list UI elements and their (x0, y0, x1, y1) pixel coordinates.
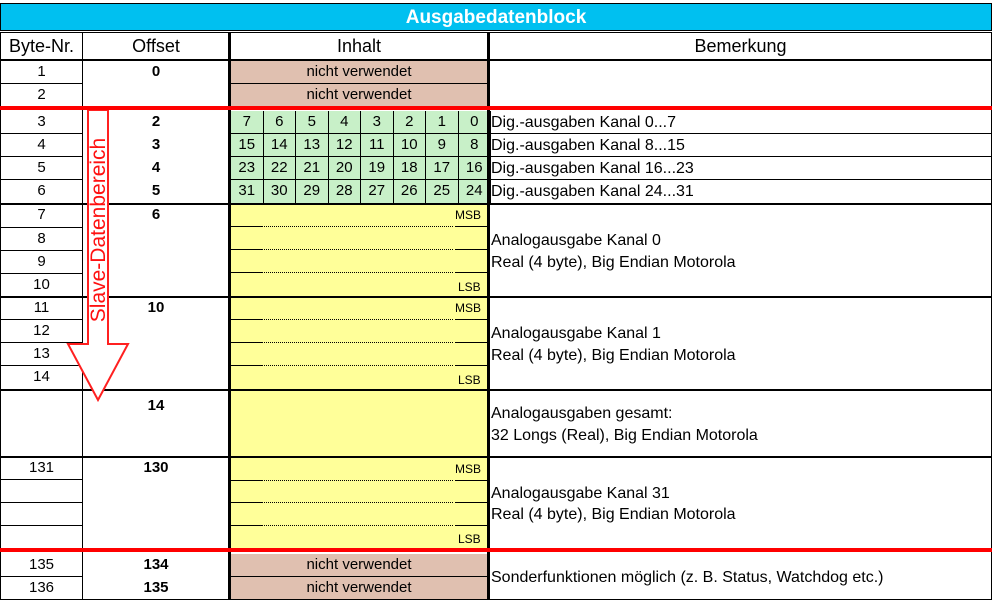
grid-line (231, 226, 261, 227)
offset-cell: 2 (151, 113, 161, 130)
remark-special-functions: Sonderfunktionen möglich (z. B. Status, Watchdog etc.) (491, 569, 884, 586)
bit-cell: 5 (296, 111, 329, 134)
dotted-line (261, 365, 453, 366)
bit-cell: 11 (361, 134, 394, 157)
grid-line (0, 502, 83, 503)
bit-cell: 7 (231, 111, 264, 134)
offset-cell: 14 (147, 397, 165, 414)
bit-cell: 20 (329, 157, 362, 180)
msb-label: MSB (455, 301, 482, 315)
grid-line (455, 226, 487, 227)
grid-line (455, 319, 487, 320)
remark-analog-1-format: Real (4 byte), Big Endian Motorola (491, 347, 736, 364)
grid-line (231, 272, 261, 273)
offset-cell: 134 (143, 556, 169, 573)
msb-label: MSB (455, 208, 482, 222)
byte-number-cell: 14 (33, 368, 50, 385)
separator-top (0, 106, 992, 110)
bit-cell: 13 (296, 134, 329, 157)
grid-line (231, 502, 261, 503)
offset-cell: 3 (151, 136, 161, 153)
bit-cell: 1 (426, 111, 459, 134)
grid-line (231, 249, 261, 250)
bit-cell: 3 (361, 111, 394, 134)
analog-area (231, 205, 487, 549)
not-used-cell: nicht verwendet (231, 554, 487, 576)
bit-cell: 23 (231, 157, 264, 180)
offset-cell: 135 (143, 579, 169, 596)
dotted-line (261, 226, 453, 227)
remark-dig-24-31: Dig.-ausgaben Kanal 24...31 (491, 183, 694, 200)
byte-number-cell: 3 (37, 113, 46, 130)
msb-label: MSB (455, 462, 482, 476)
byte-number-cell: 13 (33, 345, 50, 362)
grid-line (231, 83, 487, 84)
byte-number-cell: 10 (33, 276, 50, 293)
bit-cell: 14 (264, 134, 297, 157)
dotted-line (261, 342, 453, 343)
offset-cell (83, 84, 229, 106)
byte-number-cell: 4 (37, 136, 46, 153)
offset-cell: 4 (151, 159, 161, 176)
bit-cell: 27 (361, 180, 394, 203)
grid-line (231, 365, 261, 366)
bit-cell: 15 (231, 134, 264, 157)
bit-cell: 4 (329, 111, 362, 134)
grid-line (231, 525, 261, 526)
bit-cell: 6 (264, 111, 297, 134)
grid-line (455, 502, 487, 503)
offset-cell: 0 (151, 63, 161, 80)
bit-cell: 26 (394, 180, 427, 203)
grid-line (455, 525, 487, 526)
bit-cell: 24 (459, 180, 492, 203)
slave-area-label-wrap (89, 115, 109, 345)
bit-cell: 2 (394, 111, 427, 134)
dotted-line (261, 319, 453, 320)
grid-line (455, 272, 487, 273)
grid-line (0, 525, 83, 526)
remark-analog-total-format: 32 Longs (Real), Big Endian Motorola (491, 427, 758, 444)
bit-cell: 30 (264, 180, 297, 203)
byte-number-cell: 6 (37, 182, 46, 199)
header-offset: Offset (132, 36, 180, 56)
lsb-label: LSB (458, 532, 481, 546)
grid-line (0, 389, 992, 391)
byte-number-cell: 2 (37, 86, 46, 103)
bit-cell: 21 (296, 157, 329, 180)
not-used-cell: nicht verwendet (231, 84, 487, 106)
grid-line (455, 249, 487, 250)
grid-line (0, 479, 83, 480)
dotted-line (261, 249, 453, 250)
bit-cell: 19 (361, 157, 394, 180)
byte-number-cell: 12 (33, 322, 50, 339)
byte-number-cell: 5 (37, 159, 46, 176)
dotted-line (261, 525, 453, 526)
grid-line (231, 480, 261, 481)
bit-cell: 18 (394, 157, 427, 180)
byte-number-cell: 135 (28, 556, 55, 573)
byte-number-cell: 8 (37, 230, 46, 247)
grid-line (455, 480, 487, 481)
slave-area-label: Slave-Datenbereich (87, 137, 110, 323)
offset-cell: 5 (151, 182, 161, 199)
grid-line (455, 365, 487, 366)
remark-analog-total-title: Analogausgaben gesamt: (491, 405, 673, 422)
header-bemerkung: Bemerkung (694, 36, 787, 56)
remark-analog-31-format: Real (4 byte), Big Endian Motorola (491, 506, 736, 523)
offset-cell: 130 (143, 459, 169, 476)
bit-cell: 16 (459, 157, 492, 180)
table-title: Ausgabedatenblock (0, 3, 992, 31)
grid-line (0, 32, 992, 33)
not-used-cell: nicht verwendet (231, 577, 487, 599)
header-inhalt: Inhalt (336, 36, 382, 56)
remark-dig-0-7: Dig.-ausgaben Kanal 0...7 (491, 114, 677, 131)
offset-cell: 6 (151, 206, 161, 223)
remark-dig-8-15: Dig.-ausgaben Kanal 8...15 (491, 137, 685, 154)
dotted-line (261, 480, 453, 481)
remark-analog-0-title: Analogausgabe Kanal 0 (491, 232, 661, 249)
dotted-line (261, 502, 453, 503)
lsb-label: LSB (458, 373, 481, 387)
byte-number-cell: 131 (28, 459, 55, 476)
byte-number-cell: 136 (28, 579, 55, 596)
bit-cell: 22 (264, 157, 297, 180)
bit-cell: 12 (329, 134, 362, 157)
bit-cell: 28 (329, 180, 362, 203)
separator-bottom (0, 548, 992, 552)
bit-cell: 17 (426, 157, 459, 180)
header-byte-nr: Byte-Nr. (8, 36, 74, 56)
grid-line (231, 342, 261, 343)
dotted-line (261, 272, 453, 273)
bit-cell: 10 (394, 134, 427, 157)
remark-analog-0-format: Real (4 byte), Big Endian Motorola (491, 254, 736, 271)
bit-cell: 25 (426, 180, 459, 203)
lsb-label: LSB (458, 280, 481, 294)
bit-cell: 9 (426, 134, 459, 157)
byte-number-cell: 7 (37, 206, 46, 223)
remark-analog-31-title: Analogausgabe Kanal 31 (491, 485, 670, 502)
byte-number-cell: 11 (33, 299, 50, 316)
remark-analog-1-title: Analogausgabe Kanal 1 (491, 325, 661, 342)
byte-number-cell: 9 (37, 253, 46, 270)
grid-line (455, 342, 487, 343)
bit-cell: 31 (231, 180, 264, 203)
byte-number-cell: 1 (37, 63, 46, 80)
bit-cell: 8 (459, 134, 492, 157)
bit-cell: 0 (459, 111, 492, 134)
not-used-cell: nicht verwendet (231, 61, 487, 83)
grid-line (231, 576, 487, 577)
remark-dig-16-23: Dig.-ausgaben Kanal 16...23 (491, 160, 694, 177)
offset-cell: 10 (147, 299, 165, 316)
bit-cell: 29 (296, 180, 329, 203)
grid-line (231, 319, 261, 320)
